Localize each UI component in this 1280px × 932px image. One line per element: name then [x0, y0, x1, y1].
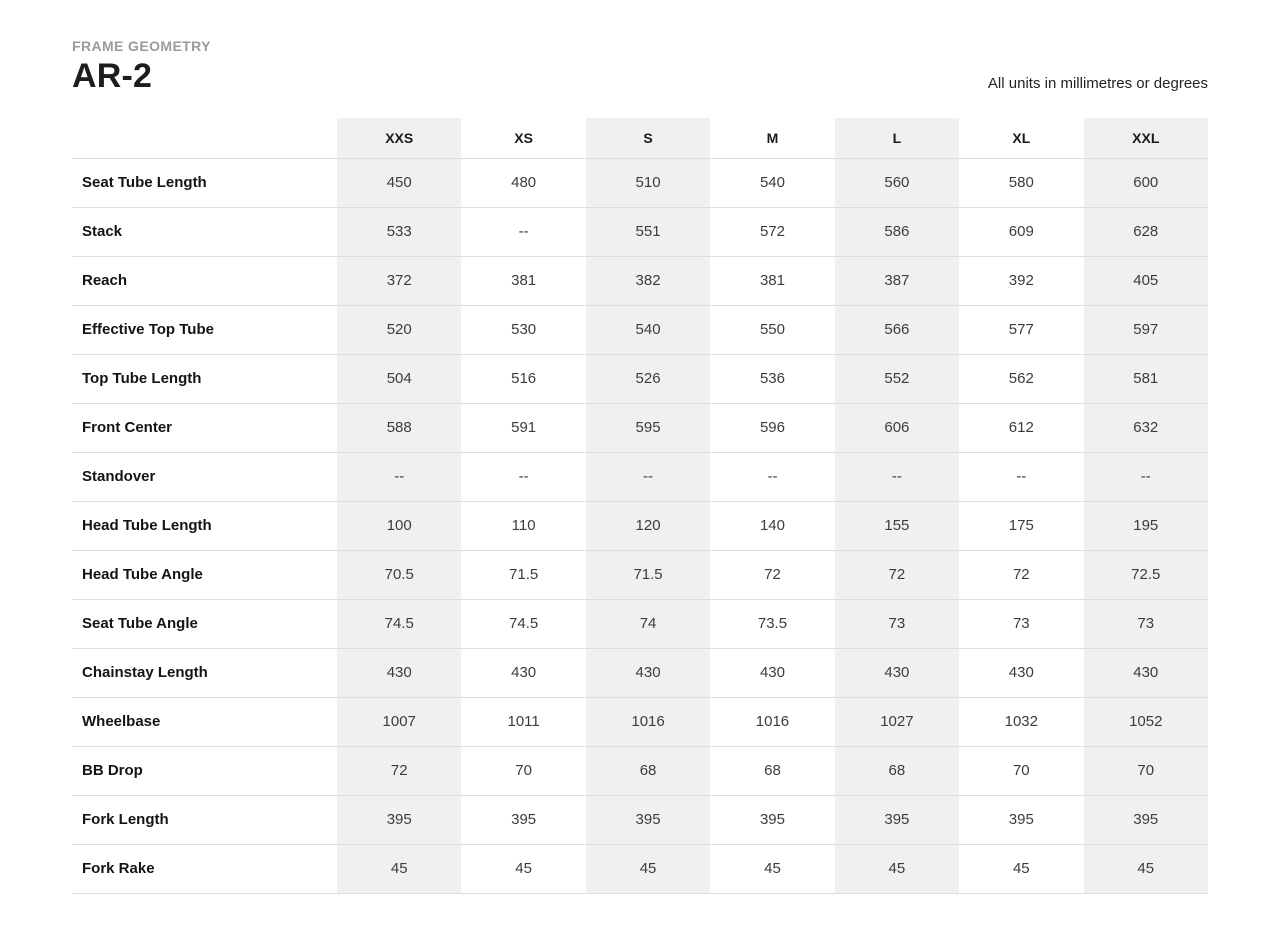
table-row [72, 501, 1208, 550]
geometry-value-cell: 68 [835, 746, 959, 795]
geometry-value-cell: 450 [337, 158, 461, 207]
table-row [72, 599, 1208, 648]
geometry-value-cell: 600 [1084, 158, 1208, 207]
geometry-row-label: Fork Rake [72, 844, 337, 893]
geometry-value-cell: 581 [1084, 354, 1208, 403]
geometry-value-cell: 1027 [835, 697, 959, 746]
size-column-header: S [586, 118, 710, 158]
geometry-value-cell: 195 [1084, 501, 1208, 550]
geometry-value-cell: 430 [586, 648, 710, 697]
geometry-value-cell: 395 [710, 795, 834, 844]
geometry-row-label: Chainstay Length [72, 648, 337, 697]
geometry-value-cell: -- [1084, 452, 1208, 501]
geometry-row-label: BB Drop [72, 746, 337, 795]
geometry-value-cell: 120 [586, 501, 710, 550]
size-column-header: M [710, 118, 834, 158]
geometry-value-cell: 526 [586, 354, 710, 403]
geometry-value-cell: 72 [835, 550, 959, 599]
geometry-row-label: Reach [72, 256, 337, 305]
size-column-header: XL [959, 118, 1083, 158]
table-row [72, 550, 1208, 599]
geometry-value-cell: 430 [710, 648, 834, 697]
size-column-header: XXS [337, 118, 461, 158]
geometry-value-cell: 395 [959, 795, 1083, 844]
geometry-value-cell: 68 [586, 746, 710, 795]
geometry-value-cell: 628 [1084, 207, 1208, 256]
geometry-value-cell: -- [835, 452, 959, 501]
size-column-header: XXL [1084, 118, 1208, 158]
geometry-value-cell: 45 [835, 844, 959, 893]
geometry-value-cell: -- [337, 452, 461, 501]
geometry-table [72, 118, 1208, 894]
geometry-value-cell: 609 [959, 207, 1083, 256]
geometry-value-cell: 596 [710, 403, 834, 452]
geometry-value-cell: 540 [586, 305, 710, 354]
geometry-value-cell: 45 [710, 844, 834, 893]
table-row [72, 844, 1208, 893]
geometry-value-cell: 591 [461, 403, 585, 452]
geometry-value-cell: 71.5 [586, 550, 710, 599]
geometry-value-cell: 540 [710, 158, 834, 207]
geometry-value-cell: 155 [835, 501, 959, 550]
geometry-value-cell: 72 [959, 550, 1083, 599]
geometry-value-cell: 140 [710, 501, 834, 550]
geometry-value-cell: 381 [461, 256, 585, 305]
geometry-row-label: Front Center [72, 403, 337, 452]
table-row [72, 158, 1208, 207]
geometry-value-cell: 595 [586, 403, 710, 452]
table-row [72, 795, 1208, 844]
geometry-value-cell: 606 [835, 403, 959, 452]
geometry-row-label: Wheelbase [72, 697, 337, 746]
geometry-value-cell: 510 [586, 158, 710, 207]
geometry-value-cell: -- [710, 452, 834, 501]
geometry-value-cell: 74.5 [337, 599, 461, 648]
geometry-value-cell: 1016 [586, 697, 710, 746]
geometry-value-cell: 552 [835, 354, 959, 403]
page-title: AR-2 [72, 57, 153, 95]
geometry-value-cell: 110 [461, 501, 585, 550]
geometry-row-label: Head Tube Length [72, 501, 337, 550]
geometry-value-cell: 551 [586, 207, 710, 256]
table-row [72, 746, 1208, 795]
geometry-value-cell: 430 [1084, 648, 1208, 697]
geometry-value-cell: 74 [586, 599, 710, 648]
page-header [72, 38, 1208, 95]
geometry-value-cell: 381 [710, 256, 834, 305]
geometry-value-cell: 45 [1084, 844, 1208, 893]
geometry-value-cell: 372 [337, 256, 461, 305]
geometry-value-cell: -- [959, 452, 1083, 501]
geometry-value-cell: 73 [1084, 599, 1208, 648]
geometry-value-cell: 70 [1084, 746, 1208, 795]
geometry-value-cell: 405 [1084, 256, 1208, 305]
table-row [72, 256, 1208, 305]
geometry-value-cell: 480 [461, 158, 585, 207]
geometry-value-cell: 597 [1084, 305, 1208, 354]
geometry-value-cell: 1052 [1084, 697, 1208, 746]
geometry-value-cell: 430 [461, 648, 585, 697]
geometry-value-cell: 70 [959, 746, 1083, 795]
geometry-value-cell: 100 [337, 501, 461, 550]
geometry-value-cell: 382 [586, 256, 710, 305]
geometry-value-cell: 562 [959, 354, 1083, 403]
corner-cell [72, 118, 337, 158]
table-row [72, 207, 1208, 256]
geometry-value-cell: 387 [835, 256, 959, 305]
table-row [72, 305, 1208, 354]
size-column-header: L [835, 118, 959, 158]
geometry-value-cell: 71.5 [461, 550, 585, 599]
geometry-value-cell: 45 [959, 844, 1083, 893]
geometry-value-cell: 533 [337, 207, 461, 256]
table-row [72, 452, 1208, 501]
geometry-value-cell: 577 [959, 305, 1083, 354]
geometry-value-cell: 1016 [710, 697, 834, 746]
geometry-value-cell: 70.5 [337, 550, 461, 599]
geometry-row-label: Stack [72, 207, 337, 256]
geometry-table-body [72, 158, 1208, 893]
geometry-row-label: Effective Top Tube [72, 305, 337, 354]
geometry-value-cell: 516 [461, 354, 585, 403]
geometry-value-cell: 72.5 [1084, 550, 1208, 599]
geometry-value-cell: 520 [337, 305, 461, 354]
geometry-value-cell: 72 [710, 550, 834, 599]
geometry-value-cell: 395 [1084, 795, 1208, 844]
geometry-row-label: Fork Length [72, 795, 337, 844]
geometry-value-cell: 74.5 [461, 599, 585, 648]
geometry-value-cell: 395 [586, 795, 710, 844]
geometry-row-label: Standover [72, 452, 337, 501]
table-row [72, 648, 1208, 697]
geometry-value-cell: 45 [337, 844, 461, 893]
geometry-value-cell: 572 [710, 207, 834, 256]
geometry-value-cell: 1032 [959, 697, 1083, 746]
geometry-value-cell: 45 [461, 844, 585, 893]
table-row [72, 403, 1208, 452]
table-row [72, 354, 1208, 403]
geometry-value-cell: 72 [337, 746, 461, 795]
geometry-value-cell: 536 [710, 354, 834, 403]
geometry-value-cell: 175 [959, 501, 1083, 550]
geometry-value-cell: 73 [959, 599, 1083, 648]
geometry-value-cell: 395 [835, 795, 959, 844]
geometry-value-cell: 586 [835, 207, 959, 256]
geometry-value-cell: 1007 [337, 697, 461, 746]
geometry-value-cell: 504 [337, 354, 461, 403]
table-row [72, 697, 1208, 746]
geometry-value-cell: 392 [959, 256, 1083, 305]
geometry-value-cell: 430 [835, 648, 959, 697]
geometry-value-cell: 395 [461, 795, 585, 844]
geometry-value-cell: 566 [835, 305, 959, 354]
geometry-value-cell: -- [461, 207, 585, 256]
geometry-value-cell: 612 [959, 403, 1083, 452]
geometry-value-cell: 395 [337, 795, 461, 844]
geometry-value-cell: -- [461, 452, 585, 501]
size-header-row [72, 118, 1208, 158]
geometry-value-cell: 73 [835, 599, 959, 648]
geometry-row-label: Seat Tube Angle [72, 599, 337, 648]
geometry-value-cell: 1011 [461, 697, 585, 746]
geometry-value-cell: -- [586, 452, 710, 501]
size-column-header: XS [461, 118, 585, 158]
units-note: All units in millimetres or degrees [987, 75, 1208, 93]
geometry-value-cell: 560 [835, 158, 959, 207]
eyebrow-label: FRAME GEOMETRY [72, 38, 211, 54]
geometry-row-label: Top Tube Length [72, 354, 337, 403]
geometry-value-cell: 550 [710, 305, 834, 354]
geometry-value-cell: 430 [959, 648, 1083, 697]
geometry-value-cell: 45 [586, 844, 710, 893]
geometry-value-cell: 68 [710, 746, 834, 795]
geometry-row-label: Seat Tube Length [72, 158, 337, 207]
geometry-value-cell: 530 [461, 305, 585, 354]
geometry-value-cell: 632 [1084, 403, 1208, 452]
title-block [72, 38, 211, 95]
geometry-value-cell: 580 [959, 158, 1083, 207]
geometry-value-cell: 70 [461, 746, 585, 795]
geometry-value-cell: 73.5 [710, 599, 834, 648]
geometry-value-cell: 430 [337, 648, 461, 697]
geometry-row-label: Head Tube Angle [72, 550, 337, 599]
geometry-value-cell: 588 [337, 403, 461, 452]
